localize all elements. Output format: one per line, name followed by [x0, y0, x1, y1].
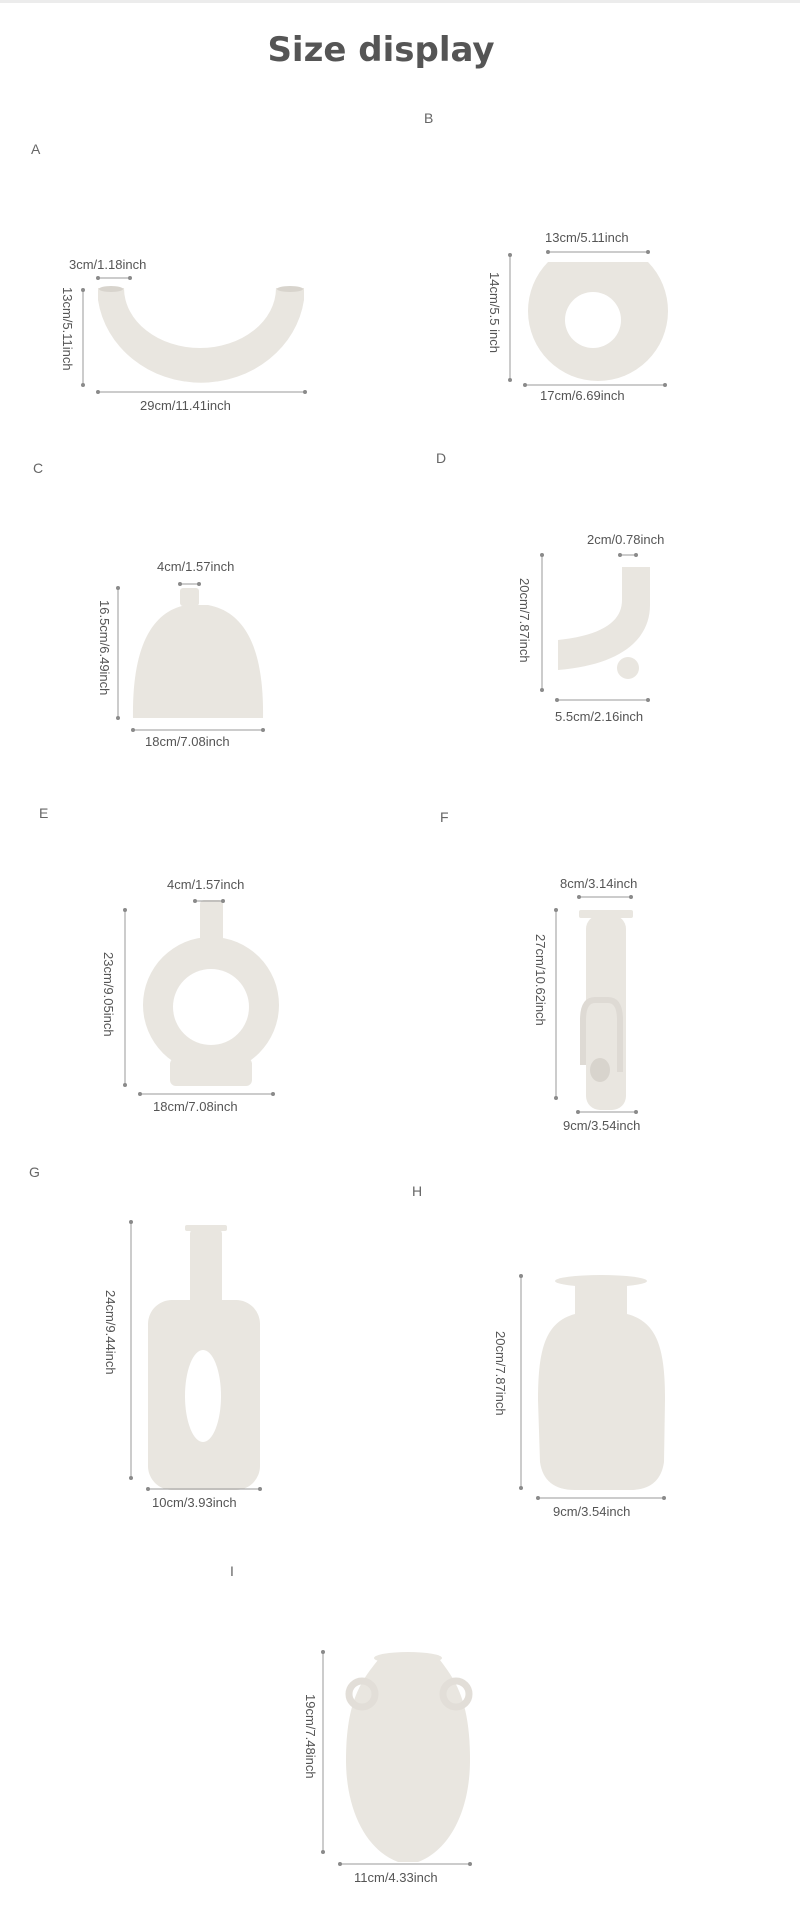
item-letter-i: I — [230, 1563, 234, 1579]
height-dimension-c: 16.5cm/6.49inch — [97, 600, 112, 696]
width-dimension-g: 10cm/3.93inch — [152, 1495, 237, 1510]
item-letter-g: G — [29, 1164, 40, 1180]
page-title: Size display — [267, 30, 495, 70]
width-dimension-c: 18cm/7.08inch — [145, 734, 230, 749]
width-dimension-a: 29cm/11.41inch — [140, 398, 231, 413]
item-letter-a: A — [31, 141, 41, 157]
height-dimension-a: 13cm/5.11inch — [60, 287, 75, 371]
width-dimension-b: 17cm/6.69inch — [540, 388, 625, 403]
height-dimension-g: 24cm/9.44inch — [103, 1290, 118, 1375]
top-dimension-c: 4cm/1.57inch — [157, 559, 235, 574]
height-dimension-e: 23cm/9.05inch — [101, 952, 116, 1037]
item-letter-e: E — [39, 805, 49, 821]
height-dimension-d: 20cm/7.87inch — [517, 578, 532, 663]
item-letter-c: C — [33, 460, 44, 476]
item-letter-f: F — [440, 809, 449, 825]
width-dimension-e: 18cm/7.08inch — [153, 1099, 238, 1114]
top-dimension-e: 4cm/1.57inch — [167, 877, 245, 892]
width-dimension-f: 9cm/3.54inch — [563, 1118, 641, 1133]
top-dimension-a: 3cm/1.18inch — [69, 257, 147, 272]
height-dimension-f: 27cm/10.62inch — [533, 934, 548, 1026]
top-dimension-d: 2cm/0.78inch — [587, 532, 665, 547]
height-dimension-h: 20cm/7.87inch — [493, 1331, 508, 1416]
item-letter-h: H — [412, 1183, 423, 1199]
height-dimension-i: 19cm/7.48inch — [303, 1694, 318, 1779]
width-dimension-d: 5.5cm/2.16inch — [555, 709, 644, 724]
top-dimension-f: 8cm/3.14inch — [560, 876, 638, 891]
top-dimension-b: 13cm/5.11inch — [545, 230, 629, 245]
item-letter-b: B — [424, 110, 434, 126]
item-letter-d: D — [436, 450, 447, 466]
width-dimension-h: 9cm/3.54inch — [553, 1504, 631, 1519]
height-dimension-b: 14cm/5.5 inch — [487, 272, 502, 353]
width-dimension-i: 11cm/4.33inch — [354, 1870, 438, 1885]
